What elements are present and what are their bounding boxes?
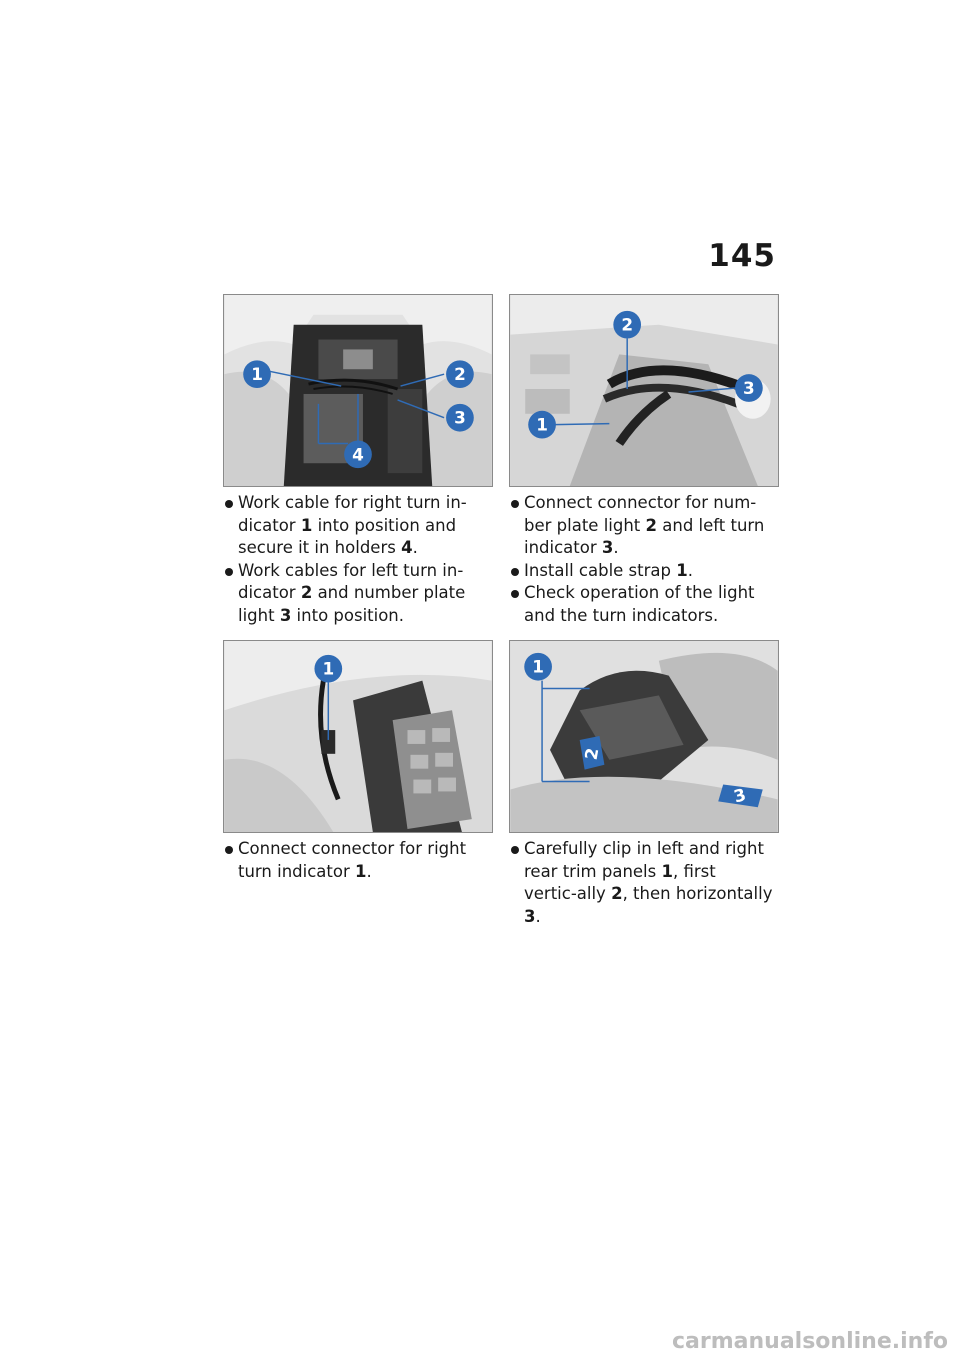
- figure-b-callout-3: 3: [743, 377, 755, 398]
- step-text: .: [613, 538, 619, 557]
- step-item: [511, 560, 773, 583]
- figure-c-drawing: [224, 641, 492, 832]
- figure-d-callout-3: 3: [731, 784, 748, 807]
- figure-b-drawing: [510, 295, 778, 486]
- step-text: Carefully clip in left and right rear trim panels: [524, 839, 764, 881]
- step-ref-number: 4: [401, 538, 413, 557]
- figure-right-turn-indicator-connector: [223, 640, 493, 833]
- figure-c-callout-1: 1: [322, 658, 335, 679]
- step-ref-number: 2: [645, 515, 657, 535]
- page-number: 145: [708, 238, 776, 274]
- step-ref-number: 1: [300, 515, 313, 535]
- step-text: into position and secure it in holders: [238, 515, 457, 557]
- steps-right-turn-indicator: [225, 838, 487, 883]
- step-ref-number: 1: [661, 861, 673, 881]
- figure-a-callout-3: 3: [454, 407, 466, 428]
- watermark: carmanualsonline.info: [672, 1329, 948, 1354]
- figure-a-callout-2: 2: [454, 364, 466, 385]
- step-ref-number: 2: [300, 583, 313, 602]
- step-text: .: [412, 538, 418, 557]
- figure-connectors-rear: [509, 294, 779, 487]
- figure-a-callout-1: 1: [251, 364, 263, 385]
- figure-cable-routing-seat-area: [223, 294, 493, 487]
- step-ref-number: 2: [611, 884, 623, 903]
- step-item: [511, 582, 773, 627]
- step-text: and number plate light: [238, 583, 466, 625]
- figure-rear-trim-panels: [509, 640, 779, 833]
- step-item: [225, 492, 487, 560]
- figure-d-drawing: [510, 641, 778, 832]
- figure-d-callout-2: 2: [580, 746, 603, 762]
- figure-b-callout-2: 2: [621, 314, 634, 335]
- steps-cable-routing: [225, 492, 487, 627]
- step-ref-number: 1: [676, 560, 688, 580]
- step-text: Work cable for right turn in-dicator: [238, 493, 467, 535]
- step-ref-number: 1: [355, 861, 367, 881]
- figure-a-drawing: [224, 295, 492, 486]
- step-text: .: [535, 906, 541, 926]
- figure-b-callout-1: 1: [536, 414, 548, 435]
- steps-connectors: [511, 492, 773, 627]
- step-text: Connect connector for num-ber plate light: [524, 493, 757, 535]
- steps-trim-panels: [511, 838, 773, 928]
- step-text: Work cables for left turn in-dicator: [238, 560, 464, 602]
- step-ref-number: 3: [524, 906, 536, 926]
- step-text: into position.: [291, 605, 405, 625]
- step-text: Connect connector for right turn indicator: [238, 839, 467, 881]
- step-text: Check operation of the light and the turn indicators.: [524, 583, 755, 625]
- step-ref-number: 3: [601, 538, 614, 557]
- step-item: [225, 560, 487, 628]
- step-text: .: [687, 560, 693, 580]
- step-item: [511, 492, 773, 560]
- step-item: [225, 838, 487, 883]
- figure-d-callout-1: 1: [532, 656, 544, 677]
- step-text: , first vertic-ally: [524, 861, 716, 903]
- step-text: and left turn indicator: [524, 515, 765, 557]
- figure-a-callout-4: 4: [352, 444, 364, 465]
- step-item: [511, 838, 773, 928]
- step-text: Install cable strap: [524, 560, 677, 580]
- step-text: , then horizontally: [622, 884, 773, 903]
- step-ref-number: 3: [279, 605, 292, 625]
- step-text: .: [366, 861, 372, 881]
